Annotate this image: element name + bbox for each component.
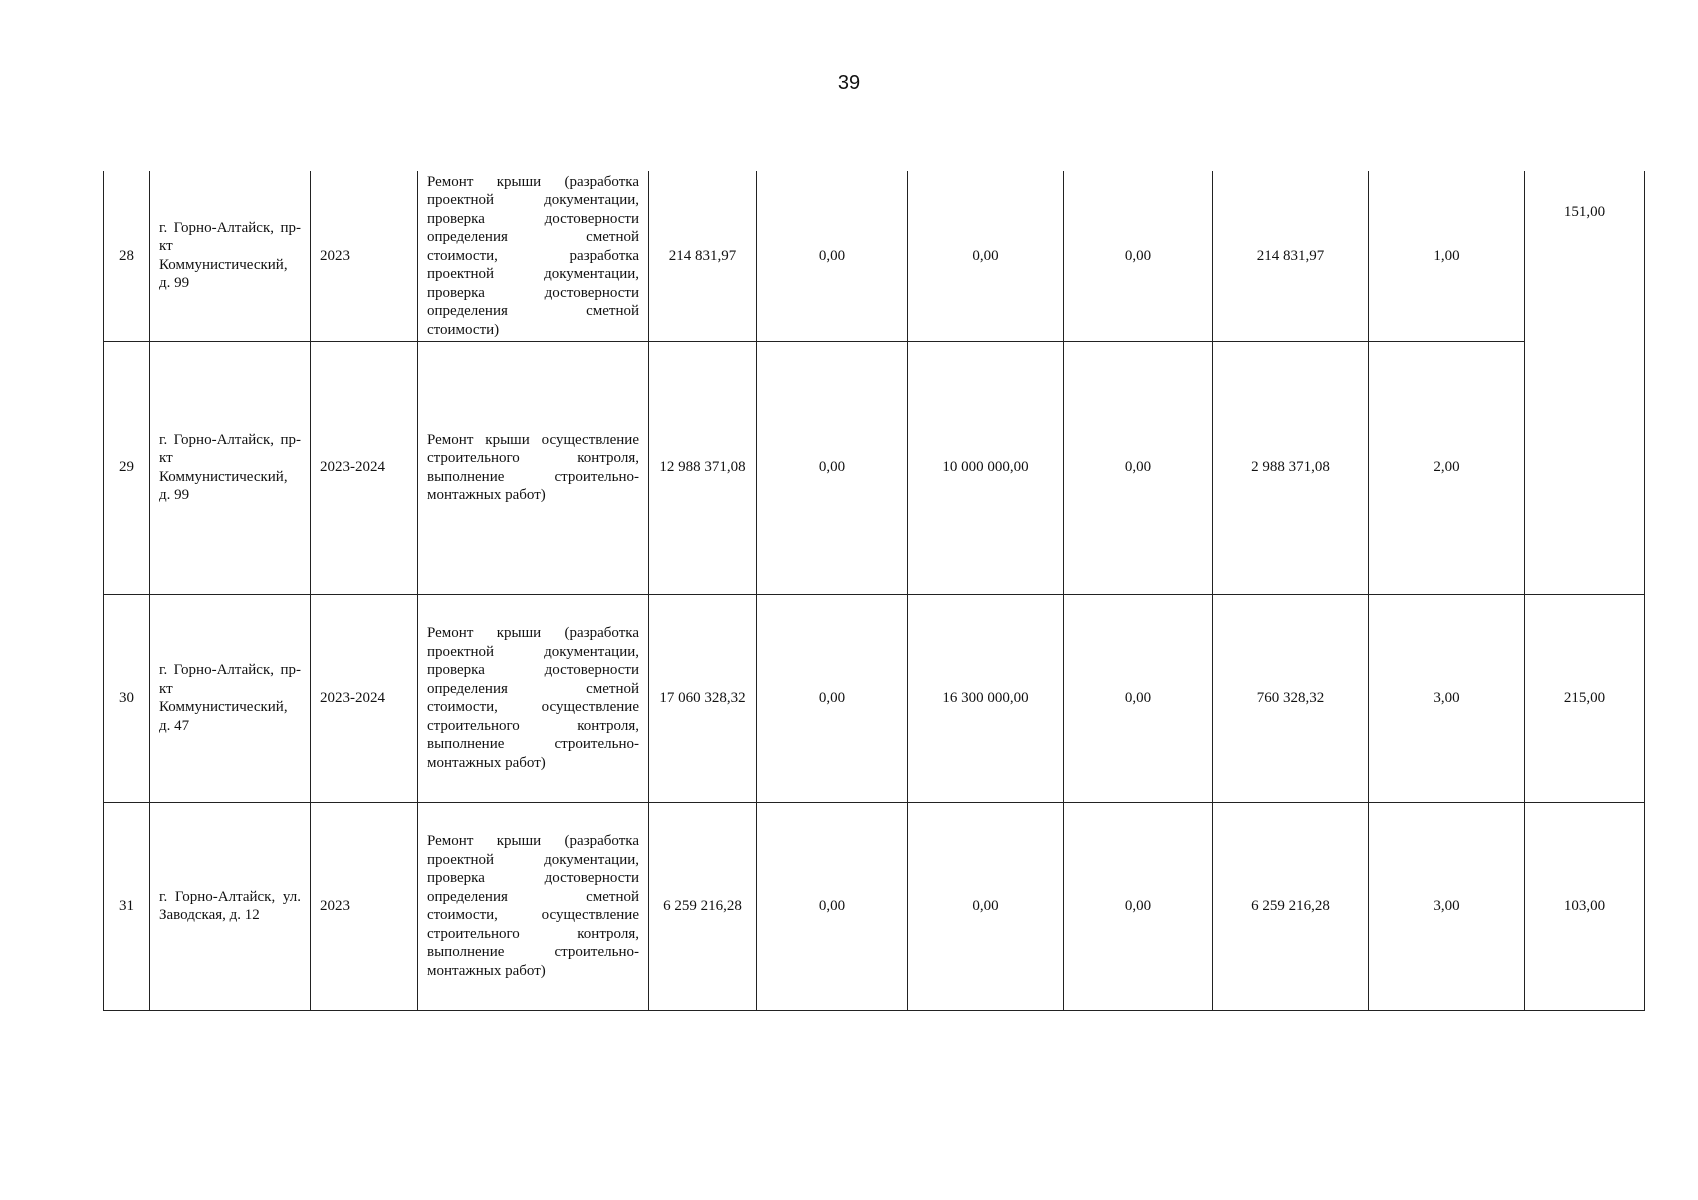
amount-cell: 0,00 (908, 171, 1064, 341)
amount-cell: 2 988 371,08 (1213, 341, 1369, 594)
value-cell: 103,00 (1525, 802, 1645, 1010)
address-cell: г. Горно-Алтайск, пр-кт Коммунистический, д. 99 (150, 171, 311, 341)
row-number: 29 (104, 341, 150, 594)
description-cell: Ремонт крыши (разработка проектной документации, проверка достоверности определения сметной стоимости, осуществление строительного контроля, выполнение строительно-монтажных работ) (418, 802, 649, 1010)
page-number: 39 (837, 72, 861, 94)
years-cell: 2023-2024 (311, 341, 418, 594)
table-row (104, 171, 1645, 341)
amount-cell: 16 300 000,00 (908, 594, 1064, 802)
table-row (104, 341, 1645, 594)
value-cell: 3,00 (1369, 802, 1525, 1010)
amount-cell: 214 831,97 (1213, 171, 1369, 341)
amount-cell: 0,00 (757, 171, 908, 341)
value-cell: 2,00 (1369, 341, 1525, 594)
total-cost-cell: 17 060 328,32 (649, 594, 757, 802)
value-cell: 1,00 (1369, 171, 1525, 341)
amount-cell: 10 000 000,00 (908, 341, 1064, 594)
amount-cell: 6 259 216,28 (1213, 802, 1369, 1010)
merged-value-cell: 151,00 (1525, 171, 1645, 594)
years-cell: 2023-2024 (311, 594, 418, 802)
table-row (104, 594, 1645, 802)
years-cell: 2023 (311, 802, 418, 1010)
total-cost-cell: 214 831,97 (649, 171, 757, 341)
description-cell: Ремонт крыши (разработка проектной документации, проверка достоверности определения сметной стоимости, разработка проектной документации, проверка достоверности определения сметной стоимости) (418, 171, 649, 341)
value-cell: 215,00 (1525, 594, 1645, 802)
amount-cell: 0,00 (1064, 802, 1213, 1010)
row-number: 30 (104, 594, 150, 802)
amount-cell: 0,00 (757, 341, 908, 594)
description-cell: Ремонт крыши (разработка проектной документации, проверка достоверности определения сметной стоимости, осуществление строительного контроля, выполнение строительно-монтажных работ) (418, 594, 649, 802)
amount-cell: 760 328,32 (1213, 594, 1369, 802)
amount-cell: 0,00 (1064, 594, 1213, 802)
years-cell: 2023 (311, 171, 418, 341)
address-cell: г. Горно-Алтайск, пр-кт Коммунистический, д. 47 (150, 594, 311, 802)
address-cell: г. Горно-Алтайск, ул. Заводская, д. 12 (150, 802, 311, 1010)
amount-cell: 0,00 (757, 594, 908, 802)
table-row (104, 802, 1645, 1010)
row-number: 28 (104, 171, 150, 341)
amount-cell: 0,00 (1064, 171, 1213, 341)
amount-cell: 0,00 (1064, 341, 1213, 594)
description-cell: Ремонт крыши осуществление строительного контроля, выполнение строительно-монтажных работ) (418, 341, 649, 594)
total-cost-cell: 6 259 216,28 (649, 802, 757, 1010)
address-cell: г. Горно-Алтайск, пр-кт Коммунистический, д. 99 (150, 341, 311, 594)
total-cost-cell: 12 988 371,08 (649, 341, 757, 594)
row-number: 31 (104, 802, 150, 1010)
value-cell: 3,00 (1369, 594, 1525, 802)
works-table (103, 171, 1645, 1011)
amount-cell: 0,00 (908, 802, 1064, 1010)
amount-cell: 0,00 (757, 802, 908, 1010)
